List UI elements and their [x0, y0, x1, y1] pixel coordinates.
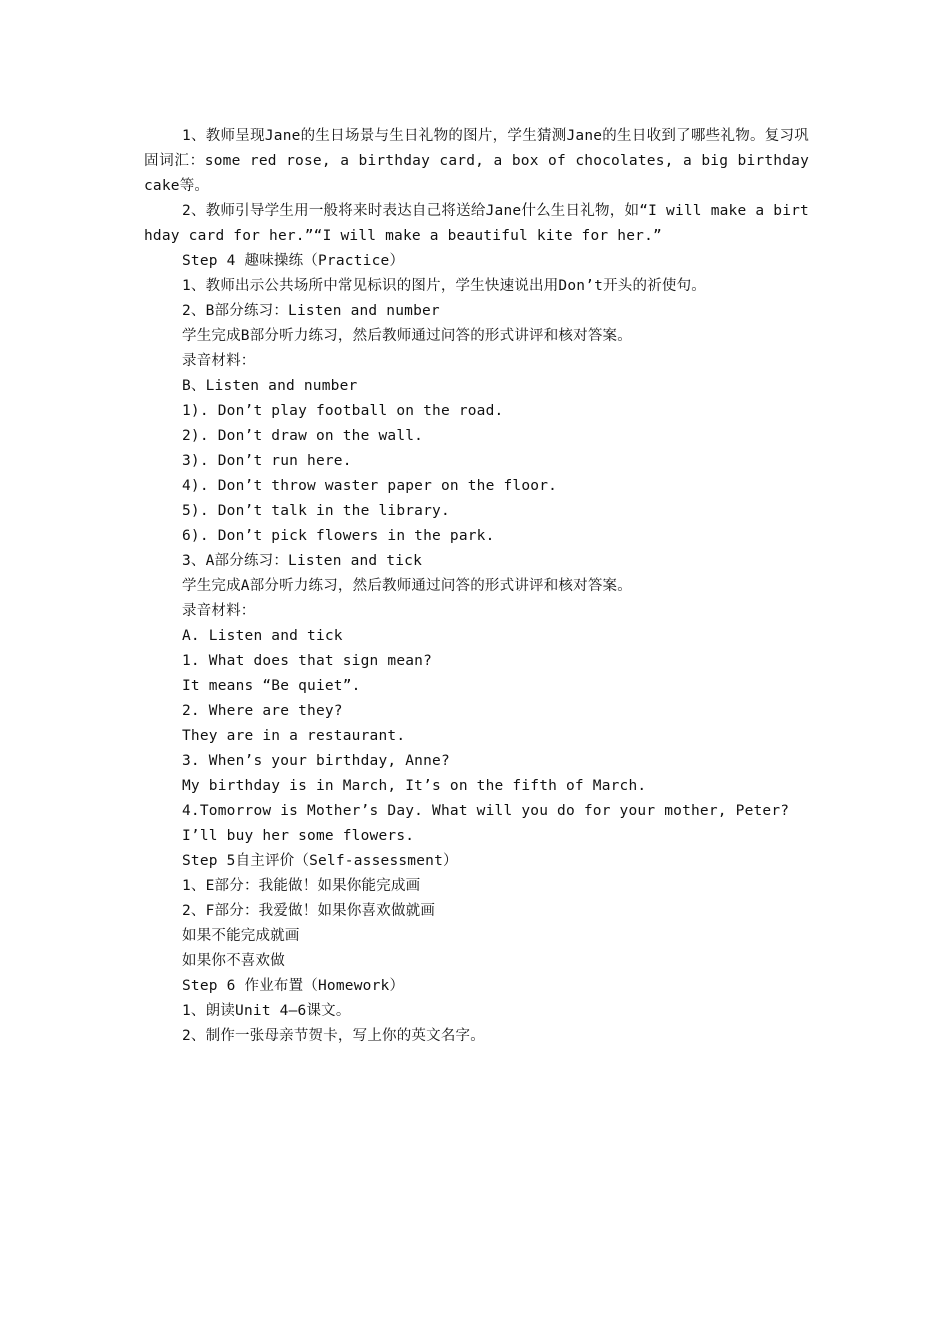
- text-line: 学生完成A部分听力练习，然后教师通过问答的形式讲评和核对答案。: [182, 578, 632, 594]
- text-line: 如果你不喜欢做: [182, 953, 285, 969]
- text-line: 2、B部分练习：Listen and number: [182, 303, 440, 319]
- text-line: 3、A部分练习：Listen and tick: [182, 553, 423, 569]
- step-4-heading: Step 4 趣味操练（Practice）: [182, 253, 405, 269]
- text-line: My birthday is in March, It’s on the fifth of March.: [182, 778, 647, 794]
- text-line: 录音材料：: [182, 353, 256, 369]
- step-6-heading: Step 6 作业布置（Homework）: [182, 978, 405, 994]
- text-line: 6). Don’t pick flowers in the park.: [182, 528, 495, 544]
- text-line: A. Listen and tick: [182, 628, 343, 644]
- text-line: 1、E部分：我能做！如果你能完成画: [182, 878, 421, 894]
- text-line: 1). Don’t play football on the road.: [182, 403, 504, 419]
- text-line: 2). Don’t draw on the wall.: [182, 428, 424, 444]
- text-line: 3). Don’t run here.: [182, 453, 352, 469]
- text-line: 如果不能完成就画: [182, 928, 300, 944]
- text-line: 5). Don’t talk in the library.: [182, 503, 450, 519]
- step-5-heading: Step 5自主评价（Self-assessment）: [182, 853, 458, 869]
- paragraph-2: 2、教师引导学生用一般将来时表达自己将送给Jane什么生日礼物，如“I will make a birthday card for her.”“I will make a beautiful kite for her.”: [144, 203, 809, 244]
- text-line: 3. When’s your birthday, Anne?: [182, 753, 450, 769]
- text-line: 1. What does that sign mean?: [182, 653, 433, 669]
- text-line: 学生完成B部分听力练习，然后教师通过问答的形式讲评和核对答案。: [182, 328, 632, 344]
- text-line: 2、制作一张母亲节贺卡，写上你的英文名字。: [182, 1028, 485, 1044]
- document-page: [144, 124, 809, 1049]
- text-line: 1、朗读Unit 4—6课文。: [182, 1003, 351, 1019]
- text-line: 录音材料：: [182, 603, 256, 619]
- paragraph-1: 1、教师呈现Jane的生日场景与生日礼物的图片，学生猜测Jane的生日收到了哪些礼物。复习巩固词汇：some red rose, a birthday card, a box of chocolates, a big birthday cake等。: [144, 128, 809, 194]
- text-line: 2. Where are they?: [182, 703, 343, 719]
- text-line: 1、教师出示公共场所中常见标识的图片，学生快速说出用Don’t开头的祈使句。: [182, 278, 706, 294]
- text-line: It means “Be quiet”.: [182, 678, 361, 694]
- text-line: They are in a restaurant.: [182, 728, 406, 744]
- text-line: 4). Don’t throw waster paper on the floor.: [182, 478, 558, 494]
- text-line: I’ll buy her some flowers.: [182, 828, 415, 844]
- text-line: 4.Tomorrow is Mother’s Day. What will you do for your mother, Peter?: [182, 803, 790, 819]
- text-line: B、Listen and number: [182, 378, 358, 394]
- text-line: 2、F部分：我爱做！如果你喜欢做就画: [182, 903, 436, 919]
